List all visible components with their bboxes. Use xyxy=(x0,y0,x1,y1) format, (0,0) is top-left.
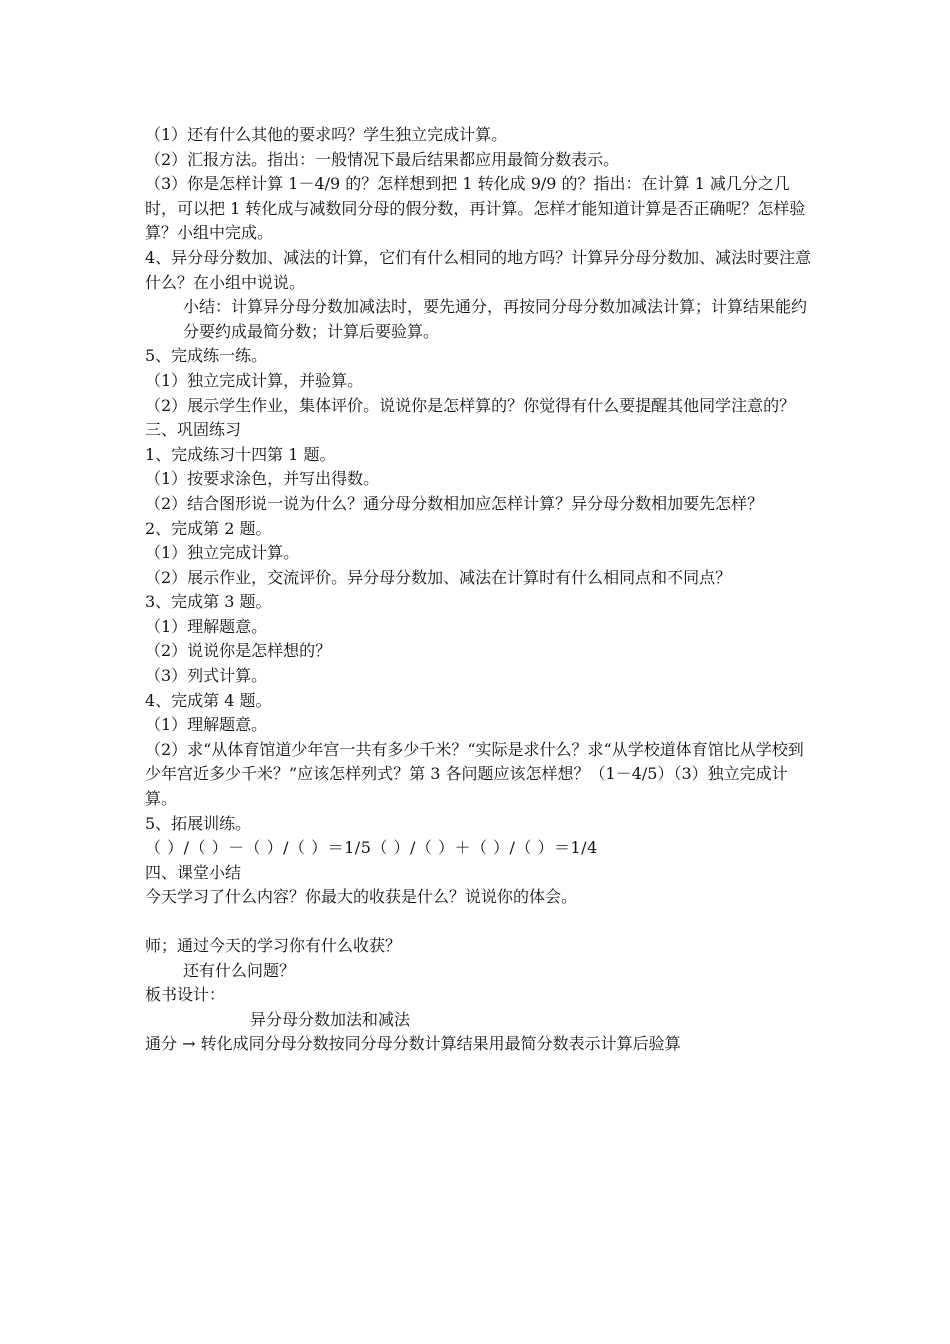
text-line: 4、异分母分数加、减法的计算，它们有什么相同的地方吗？计算异分母分数加、减法时要注意什么？在小组中说说。 xyxy=(145,247,812,292)
section-heading: 四、课堂小结 xyxy=(145,862,242,882)
text-line: （2）求“从体育馆道少年宫一共有多少千米？“实际是求什么？求“从学校道体育馆比从学校到少年宫近多少千米？”应该怎样列式？第 3 各问题应该怎样想？（1－4/5）（3）独立完成计算。 xyxy=(145,739,804,809)
text-line: 5、拓展训练。 xyxy=(145,813,252,833)
text-line: （1）还有什么其他的要求吗？学生独立完成计算。 xyxy=(145,125,508,144)
board-title: 异分母分数加法和减法 xyxy=(250,1009,411,1029)
text-line: 3、完成第 3 题。 xyxy=(145,592,272,612)
text-line: 5、完成练一练。 xyxy=(145,346,268,366)
text-line: （2）汇报方法。指出：一般情况下最后结果都应用最简分数表示。 xyxy=(145,149,620,169)
text-line: （2）展示作业，交流评价。异分母分数加、减法在计算时有什么相同点和不同点？ xyxy=(145,567,732,587)
summary-paragraph: 小结：计算异分母分数加减法时，要先通分，再按同分母分数加减法计算；计算结果能约分要约成最简分数；计算后要验算。 xyxy=(183,297,808,341)
text-line: （1）独立完成计算，并验算。 xyxy=(145,370,364,390)
text-line: 今天学习了什么内容？你最大的收获是什么？说说你的体会。 xyxy=(145,887,578,907)
text-line: （3）你是怎样计算 1－4/9 的？怎样想到把 1 转化成 9/9 的？指出：在计算 1 减几分之几时，可以把 1 转化成与减数同分母的假分数，再计算。怎样才能知道计算是否正确呢？怎样验算？小组中完成。 xyxy=(145,174,806,243)
blank-line xyxy=(145,910,813,934)
board-flow: 通分 → 转化成同分母分数按同分母分数计算结果用最简分数表示计算后验算 xyxy=(145,1034,681,1054)
text-line: 2、完成第 2 题。 xyxy=(145,518,272,538)
text-line: （2）展示学生作业，集体评价。说说你是怎样算的？你觉得有什么要提醒其他同学注意的？ xyxy=(145,395,796,415)
fraction-exercise: （ ）/（ ）－（ ）/（ ）＝1/5（ ）/（ ）＋（ ）/（ ）＝1/4 xyxy=(145,838,598,858)
text-line: （1）独立完成计算。 xyxy=(145,543,300,563)
text-line: （1）理解题意。 xyxy=(145,715,268,735)
text-line: 4、完成第 4 题。 xyxy=(145,690,272,710)
teacher-line: 还有什么问题？ xyxy=(183,960,296,980)
text-line: 1、完成练习十四第 1 题。 xyxy=(145,444,336,464)
document-body xyxy=(145,123,813,1057)
text-line: （1）理解题意。 xyxy=(145,616,268,636)
text-line: （2）说说你是怎样想的？ xyxy=(145,641,332,661)
text-line: （1）按要求涂色，并写出得数。 xyxy=(145,469,380,489)
teacher-line: 师；通过今天的学习你有什么收获？ xyxy=(145,936,402,955)
text-line: （3）列式计算。 xyxy=(145,666,268,686)
board-design-label: 板书设计： xyxy=(145,985,226,1005)
text-line: （2）结合图形说一说为什么？通分母分数相加应怎样计算？异分母分数相加要先怎样？ xyxy=(145,493,764,513)
section-heading: 三、巩固练习 xyxy=(145,420,242,440)
